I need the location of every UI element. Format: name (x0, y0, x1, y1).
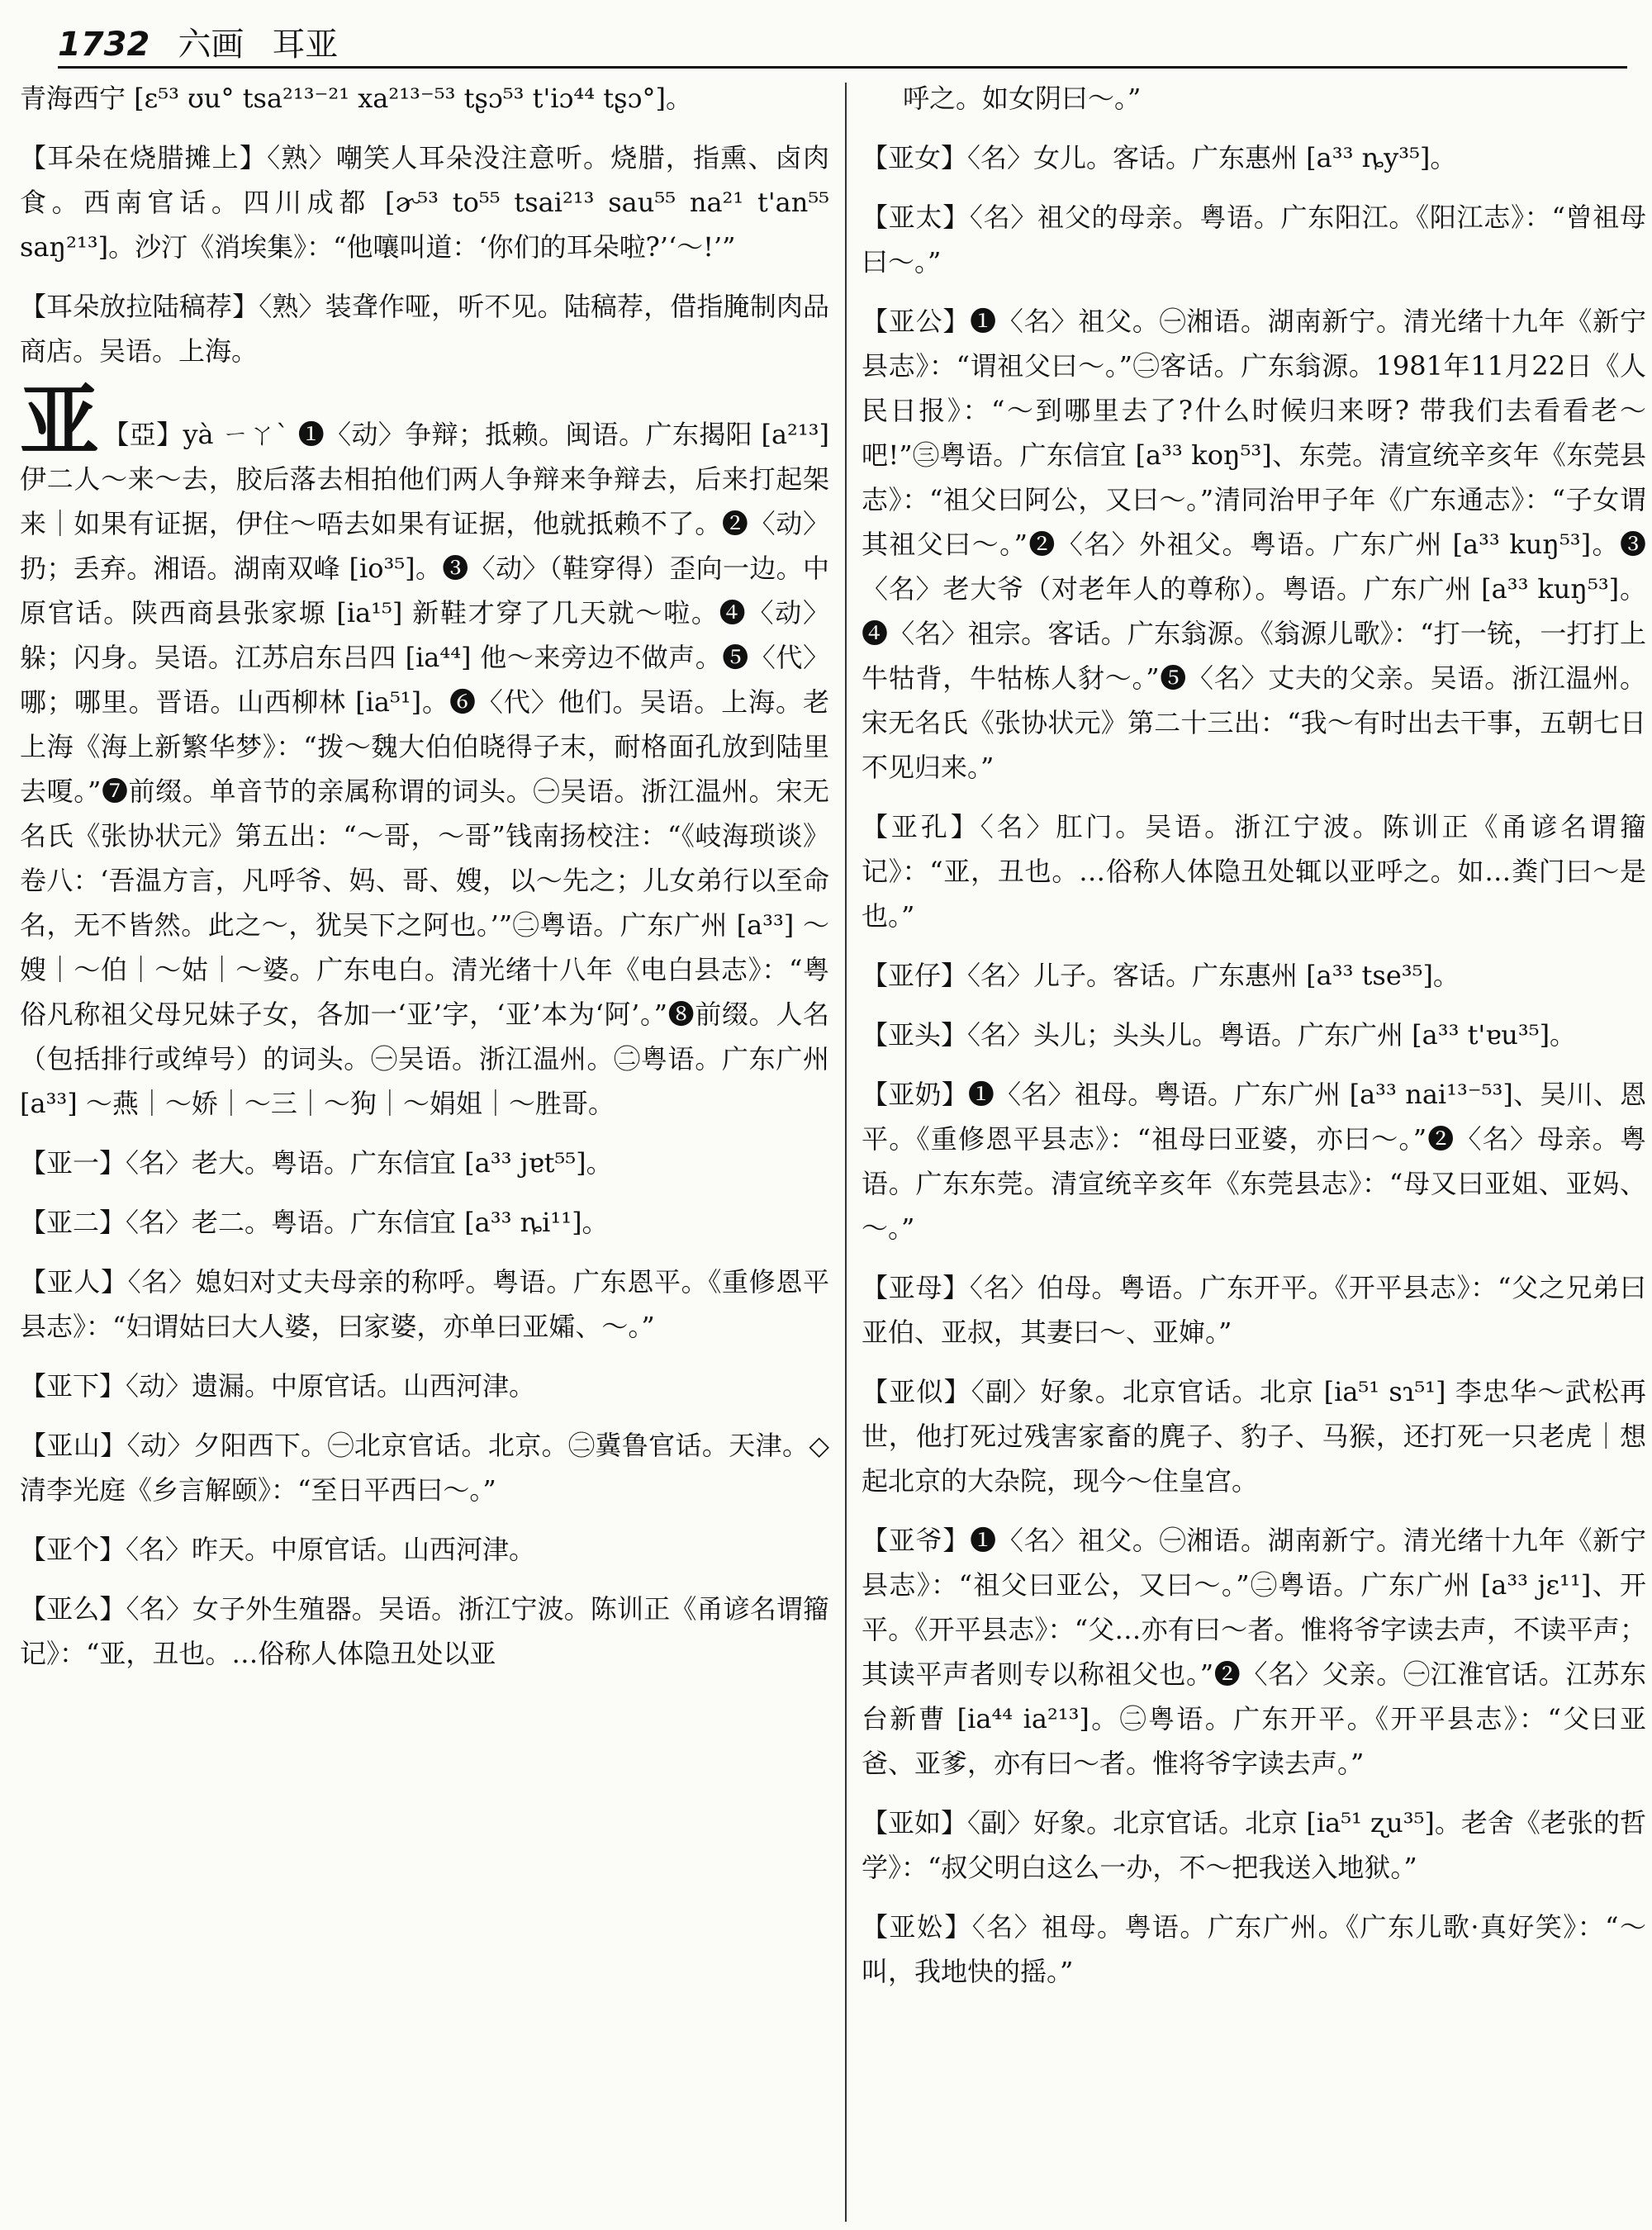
entry-ya-er: 【亚二】〈名〉老二。粤语。广东信宜 [a³³ ȵi¹¹]。 (20, 1207, 609, 1238)
column-divider (845, 83, 847, 2222)
entry-ya-xia: 【亚下】〈动〉遗漏。中原官话。山西河津。 (20, 1370, 536, 1402)
entry-ya-tou: 【亚头】〈名〉头儿；头头儿。粤语。广东广州 [a³³ t'ɐu³⁵]。 (862, 1019, 1577, 1051)
left-column (20, 76, 829, 1691)
entry-ya-zhong: 【亚妐】〈名〉祖母。粤语。广东广州。《广东儿歌·真好笑》：“～叫，我地快的摇。” (862, 1911, 1646, 1987)
entry-ya-nv: 【亚女】〈名〉女儿。客话。广东惠州 [a³³ ȵy³⁵]。 (862, 142, 1457, 173)
entry-continuation: 青海西宁 [ɛ⁵³ ʊu° tsa²¹³⁻²¹ xa²¹³⁻⁵³ tʂɔ⁵³ t'iɔ⁴⁴ tʂɔ°]。 (20, 83, 692, 114)
entry-ya-ye: 【亚爷】❶〈名〉祖父。㊀湘语。湖南新宁。清光绪十九年《新宁县志》：“祖父曰亚公，又曰～。”㊁粤语。广东广州 [a³³ jɛ¹¹]、开平。《开平县志》：“父…亦有曰～者。惟将爷字读去声，不读平声；其读平声者则专以称祖父也。”❷〈名〉父亲。㊀江淮官话。江苏东台新曹 [ia⁴⁴ ia²¹³]。㊁粤语。广东开平。《开平县志》：“父曰亚爸、亚爹，亦有曰～者。惟将爷字读去声。” (862, 1525, 1646, 1779)
entry-ya-shan: 【亚山】〈动〉夕阳西下。㊀北京官话。北京。㊁冀鲁官话。天津。◇清李光庭《乡言解颐》：“至日平西曰～。” (20, 1430, 829, 1506)
ya-headword: 亚 (20, 374, 100, 467)
entry-ya-kong: 【亚孔】〈名〉肛门。吴语。浙江宁波。陈训正《甬谚名谓籀记》：“亚，丑也。…俗称人体隐丑处辄以亚呼之。如…粪门曰～是也。” (862, 811, 1646, 932)
entry-ya-gong: 【亚公】❶〈名〉祖父。㊀湘语。湖南新宁。清光绪十九年《新宁县志》：“谓祖父曰～。”㊁客话。广东翁源。1981年11月22日《人民日报》：“～到哪里去了?什么时候归来呀? 带我们去看看老～吧!”㊂粤语。广东信宜 [a³³ koŋ⁵³]、东莞。清宣统辛亥年《东莞县志》：“祖父曰阿公，又曰～。”清同治甲子年《广东通志》：“子女谓其祖父曰～。”❷〈名〉外祖父。粤语。广东广州 [a³³ kuŋ⁵³]。❸〈名〉老大爷（对老年人的尊称）。粤语。广东广州 [a³³ kuŋ⁵³]。❹〈名〉祖宗。客话。广东翁源。《翁源儿歌》：“打一铳，一打打上牛牯背，牛牯栋人豺～。”❺〈名〉丈夫的父亲。吴语。浙江温州。宋无名氏《张协状元》第二十三出：“我～有时出去干事，五朝七日不见归来。” (862, 306, 1646, 783)
entry-ya-si: 【亚似】〈副〉好象。北京官话。北京 [ia⁵¹ sɿ⁵¹] 李忠华～武松再世，他打死过残害家畜的麂子、豹子、马猴，还打死一只老虎｜想起北京的大杂院，现今～住皇宫。 (862, 1376, 1646, 1497)
entry-ya-ge: 【亚个】〈名〉昨天。中原官话。山西河津。 (20, 1534, 536, 1565)
entry-ya-me: 【亚么】〈名〉女子外生殖器。吴语。浙江宁波。陈训正《甬谚名谓籀记》：“亚，丑也。…俗称人体隐丑处以亚 (20, 1593, 829, 1669)
section-title: 耳亚 (272, 26, 339, 64)
ya-definition: 【亞】yà ㄧㄚˋ ❶〈动〉争辩；抵赖。闽语。广东揭阳 [a²¹³] 伊二人～来～去，胶后落去相拍他们两人争辩来争辩去，后来打起架来｜如果有证据，伊住～唔去如果有证据，他就抵赖不了。❷〈动〉扔；丢弃。湘语。湖南双峰 [io³⁵]。❸〈动〉（鞋穿得）歪向一边。中原官话。陕西商县张家塬 [ia¹⁵] 新鞋才穿了几天就～啦。❹〈动〉躲；闪身。吴语。江苏启东吕四 [ia⁴⁴] 他～来旁边不做声。❺〈代〉哪；哪里。晋语。山西柳林 [ia⁵¹]。❻〈代〉他们。吴语。上海。老上海《海上新繁华梦》：“拨～魏大伯伯晓得子末，耐格面孔放到陆里去嗄。”❼前缀。单音节的亲属称谓的词头。㊀吴语。浙江温州。宋无名氏《张协状元》第五出：“～哥，～哥”钱南扬校注：“《岐海琐谈》卷八：‘吾温方言，凡呼爷、妈、哥、嫂，以～先之；儿女弟行以至命名，无不皆然。此之～，犹吴下之阿也。’”㊁粤语。广东广州 [a³³] ～嫂｜～伯｜～姑｜～婆。广东电白。清光绪十八年《电白县志》：“粤俗凡称祖父母兄妹子女，各加一‘亚’字，‘亚’本为‘阿’。”❽前缀。人名（包括排行或绰号）的词头。㊀吴语。浙江温州。㊁粤语。广东广州 [a³³] ～燕｜～娇｜～三｜～狗｜～娟姐｜～胜哥。 (20, 419, 829, 1119)
entry-erduo-zai-shaola: 【耳朵在烧腊摊上】〈熟〉嘲笑人耳朵没注意听。烧腊，指熏、卤肉食。西南官话。四川成都 [ɚ⁵³ to⁵⁵ tsai²¹³ sau⁵⁵ na²¹ t'an⁵⁵ saŋ²¹³]。沙汀《消埃集》：“他嚷叫道：‘你们的耳朵啦?’‘～!’” (20, 142, 829, 263)
stroke-count: 六画 (178, 26, 244, 64)
entry-ya-tai: 【亚太】〈名〉祖父的母亲。粤语。广东阳江。《阳江志》：“曾祖母曰～。” (862, 202, 1646, 278)
page-header (58, 18, 1644, 68)
header-rule (58, 66, 1627, 69)
entry-ya-mu: 【亚母】〈名〉伯母。粤语。广东开平。《开平县志》：“父之兄弟曰亚伯、亚叔，其妻曰～、亚婶。” (862, 1272, 1646, 1348)
entry-ya-nai: 【亚奶】❶〈名〉祖母。粤语。广东广州 [a³³ nai¹³⁻⁵³]、吴川、恩平。《重修恩平县志》：“祖母曰亚婆，亦曰～。”❷〈名〉母亲。粤语。广东东莞。清宣统辛亥年《东莞县志》：“母又曰亚姐、亚妈、～。” (862, 1079, 1646, 1244)
entry-ya-zai: 【亚仔】〈名〉儿子。客话。广东惠州 [a³³ tse³⁵]。 (862, 960, 1460, 991)
entry-ya-yi: 【亚一】〈名〉老大。粤语。广东信宜 [a³³ jɐt⁵⁵]。 (20, 1147, 613, 1179)
right-column (862, 76, 1646, 2009)
page-number: 1732 (58, 26, 150, 64)
entry-continuation: 呼之。如女阴曰～。” (903, 83, 1142, 114)
entry-ya-ren: 【亚人】〈名〉媳妇对丈夫母亲的称呼。粤语。广东恩平。《重修恩平县志》：“妇谓姑曰大人婆，曰家婆，亦单曰亚孀、～。” (20, 1266, 829, 1342)
entry-erduo-fangla: 【耳朵放拉陆稿荐】〈熟〉装聋作哑，听不见。陆稿荐，借指腌制肉品商店。吴语。上海。 (20, 291, 829, 367)
entry-ya-ru: 【亚如】〈副〉好象。北京官话。北京 [ia⁵¹ ʐu³⁵]。老舍《老张的哲学》：“叔父明白这么一办，不～把我送入地狱。” (862, 1807, 1646, 1883)
entry-ya-main (20, 374, 829, 1126)
